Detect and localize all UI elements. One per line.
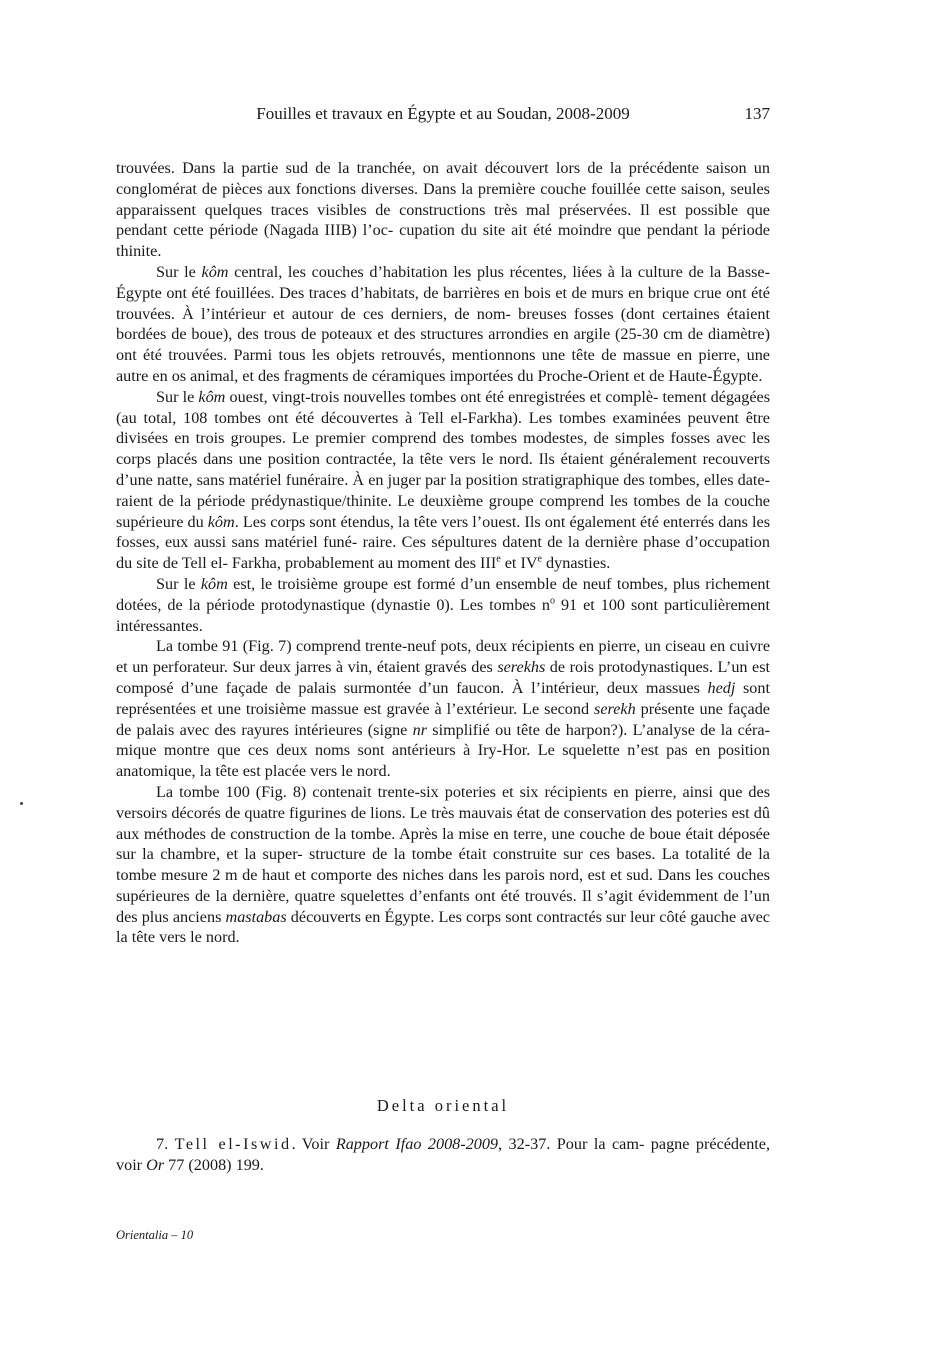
text-run: 91 et 100 sont particulièrement intéressantes. [116,595,771,635]
text-run: dynasties. [541,554,611,573]
site-name: Tell el-Iswid [174,1135,292,1153]
text-run: ouest, vingt-trois nouvelles tombes ont été enregistrées et complè- tement dégagées (au total, 108 tombes ont été découvertes à Tell el-Farkha). Les tombes examinées peuvent être divisées en trois groupes. Le premier comprend des tombes modestes, de simples fosses avec les corps placés dans une position contractée, la tête vers le nord. Ils étaient généralement recouverts d’une natte, sans matériel funéraire. À en juger par la position stratigraphique des tombes, elles date- raient de la période prédynastique/thinite. Le deuxième groupe comprend les tombes de la couche supérieure du [116,387,771,531]
text-run: 77 (2008) 199. [164,1156,264,1174]
running-title: Fouilles et travaux en Égypte et au Soudan, 2008-2009 [256,104,630,123]
italic-term: kôm [207,512,235,531]
text-run: . Voir [291,1135,336,1153]
paragraph-5 [116,636,770,782]
text-run: simplifié ou tête de harpon?). L’analyse de la céra- mique montre que ces deux noms sont antérieurs à Iry-Hor. Le squelette n’est pas en position anatomique, la tête est placée vers le nord. [116,720,770,781]
text-run: Sur le [156,574,201,593]
italic-reference: Or [146,1156,165,1174]
italic-term: kôm [201,262,229,281]
text-run: et IV [500,554,538,573]
site-entry-7 [116,1134,770,1176]
body-text [116,158,770,948]
superscript: o [549,595,555,607]
paragraph-6 [116,782,770,948]
text-run: central, les couches d’habitation les plus récentes, liées à la culture de la Basse-Égypte ont été fouillées. Des traces d’habitats, de barrières en bois et de murs en brique crue ont été trouvées. À l’intérieur et autour de ces derniers, de nom- breuses fosses (dont certaines étaient bordées de boue), des trous de poteaux et des structures arrondies en argile (25-30 cm de diamètre) ont été trouvées. Parmi tous les objets retrouvés, mentionnons une tête de massue en pierre, une autre en os animal, et des fragments de céramiques importées du Proche-Orient et de Haute-Égypte. [116,262,771,385]
text-run: La tombe 100 (Fig. 8) contenait trente-six poteries et six récipients en pierre, ainsi que des versoirs décorés de quatre figurines de lions. Le très mauvais état de conservation des poteries est dû aux méthodes de construction de la tombe. Après la mise en terre, une couche de boue était déposée sur la chambre, et la super- structure de la tombe était construite sur ces bases. La totalité de la tombe mesure 2 m de haut et comporte des niches dans les parois nord, est et sud. Dans les couches supérieures de la dernière, quatre squelettes d’enfants ont été trouvés. Il s’agit évidemment de l’un des plus anciens [116,782,770,926]
text-run: Sur le [156,262,202,281]
paragraph-2 [116,262,770,387]
running-header [116,104,770,128]
paragraph-1 [116,158,770,262]
entry-number: 7. [156,1135,175,1153]
text-run: présente une façade de palais avec des rayures intérieures (signe [116,699,770,739]
italic-term: nr [412,720,428,739]
italic-term: kôm [198,387,226,406]
italic-reference: Rapport Ifao 2008-2009 [335,1135,499,1153]
italic-term: serekhs [497,658,546,677]
superscript: e [496,553,501,565]
text-run: , 32-37. Pour la cam- pagne précédente, voir [116,1135,771,1174]
italic-term: kôm [200,574,228,593]
page-number: 137 [744,104,770,123]
text-run: Sur le [156,387,199,406]
paragraph-1-text: trouvées. Dans la partie sud de la tranchée, on avait découvert lors de la précédente saison un conglomérat de pièces aux fonctions diverses. Dans la première couche fouillée cette saison, seules apparaissent quelques traces visibles de constructions très mal préservées. Il est possible que pendant cette période (Nagada IIIB) l’oc- cupation du site ait été moindre que pendant la période thinite. [116,159,770,261]
section-heading: Delta oriental [376,1096,510,1115]
text-run: de rois protodynastiques. L’un est composé d’une façade de palais surmontée d’un faucon. À l’intérieur, deux massues [116,658,771,697]
italic-term: hedj [707,678,736,697]
text-run: découverts en Égypte. Les corps sont contractés sur leur côté gauche avec la tête vers le nord. [116,907,770,947]
paragraph-4 [116,574,770,636]
paragraph-3 [116,387,770,574]
text-run: La tombe 91 (Fig. 7) comprend trente-neuf pots, deux récipients en pierre, un ciseau en cuivre et un perforateur. Sur deux jarres à vin, étaient gravés des [116,637,770,677]
italic-term: serekh [594,699,636,718]
margin-mark [20,802,23,805]
italic-term: mastabas [225,907,287,926]
text-run: sont représentées et une troisième massue est gravée à l’extérieur. Le second [116,678,770,718]
superscript: e [537,553,542,565]
text-run: est, le troisième groupe est formé d’un ensemble de neuf tombes, plus richement dotées, de la période protodynastique (dynastie 0). Les tombes n [116,574,771,614]
signature-mark: Orientalia – 10 [116,1228,194,1242]
text-run: . Les corps sont étendus, la tête vers l’ouest. Ils ont également été enterrés dans les fosses, eux aussi sans matériel funé- raire. Ces sépultures datent de la dernière phase d’occupation du site de Tell el- Farkha, probablement au moment des III [116,512,770,573]
